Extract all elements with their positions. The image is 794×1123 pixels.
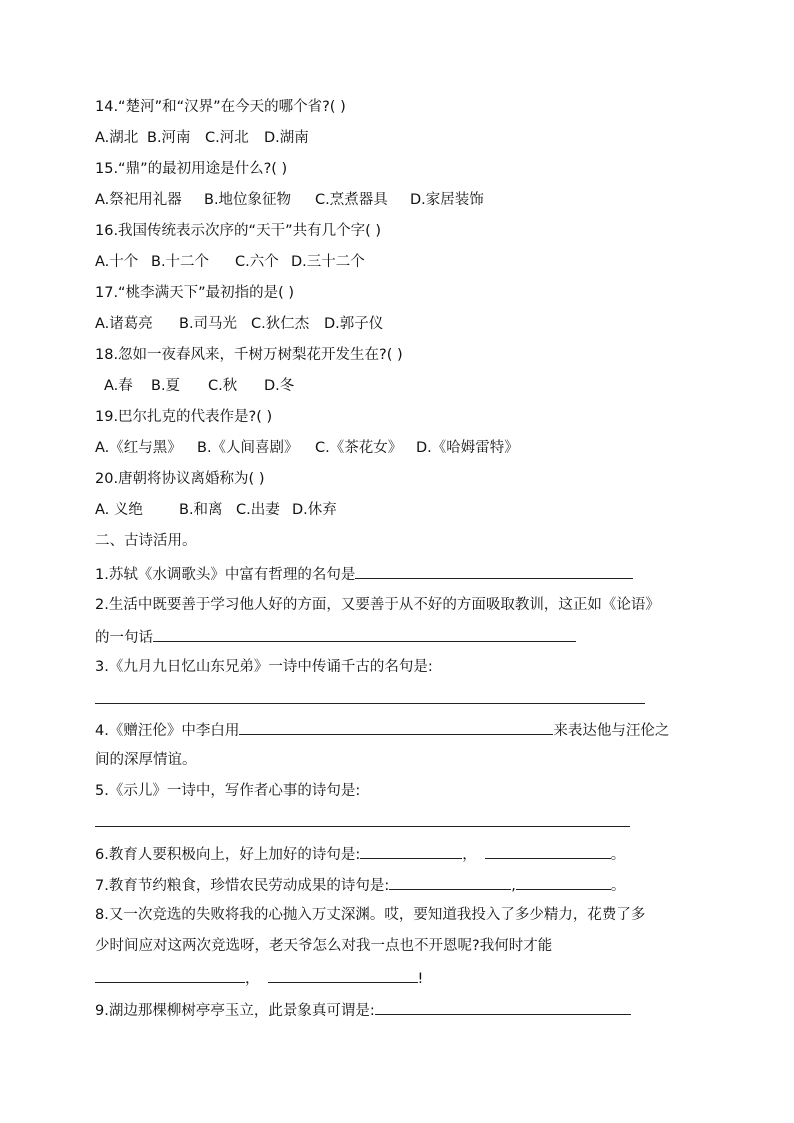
poem-item-8-cont: 少时间应对这两次竞选呀，老天爷怎么对我一点也不开恩呢?我何时才能 <box>95 938 553 954</box>
separator: ， <box>245 971 260 987</box>
answer-line[interactable] <box>95 703 645 704</box>
item-text: 6.教育人要积极向上，好上加好的诗句是: <box>95 847 361 863</box>
question-16: 16.我国传统表示次序的“天干”共有几个字( ) <box>95 223 382 239</box>
answer-blank[interactable] <box>95 967 245 983</box>
option: C.烹煮器具 <box>315 192 388 208</box>
answer-blank[interactable] <box>485 843 611 859</box>
poem-item-1 <box>95 563 633 583</box>
option: D.郭子仪 <box>324 316 384 332</box>
option: D.冬 <box>264 378 295 394</box>
option: C.秋 <box>208 378 238 394</box>
item-text: 1.苏轼《水调歌头》中富有哲理的名句是 <box>95 567 356 583</box>
option: D.三十二个 <box>291 254 365 270</box>
poem-item-4-cont: 间的深厚情谊。 <box>95 752 197 768</box>
option: A. 义绝 <box>95 502 143 518</box>
option: A.十个 <box>95 254 139 270</box>
answer-blank[interactable] <box>268 967 418 983</box>
option: C.出妻 <box>236 502 280 518</box>
answer-blank[interactable] <box>389 874 511 890</box>
option: C.狄仁杰 <box>251 316 310 332</box>
option: B.夏 <box>151 378 181 394</box>
question-18: 18.忽如一夜春风来，千树万树梨花开发生在?( ) <box>95 347 403 363</box>
option: D.休弃 <box>292 502 337 518</box>
options-17 <box>95 314 383 334</box>
question-17: 17.“桃李满天下”最初指的是( ) <box>95 285 295 301</box>
option: A.春 <box>104 378 133 394</box>
options-18 <box>104 376 294 396</box>
option: D.《哈姆雷特》 <box>416 440 519 456</box>
section-heading: 二、古诗活用。 <box>95 533 197 549</box>
answer-blank[interactable] <box>375 999 631 1015</box>
option: B.十二个 <box>151 254 210 270</box>
option: B.和离 <box>179 502 223 518</box>
question-19: 19.巴尔扎克的代表作是?( ) <box>95 409 273 425</box>
answer-blank[interactable] <box>239 719 553 735</box>
poem-item-4 <box>95 719 669 739</box>
terminator: 。 <box>610 878 626 894</box>
options-20 <box>95 500 337 520</box>
poem-item-8: 8.又一次竞选的失败将我的心抛入万丈深渊。哎，要知道我投入了多少精力，花费了多 <box>95 907 646 923</box>
option: D.湖南 <box>264 130 309 146</box>
question-15: 15.“鼎”的最初用途是什么?( ) <box>95 161 288 177</box>
poem-item-2: 2.生活中既要善于学习他人好的方面，又要善于从不好的方面吸取教训，这正如《论语》 <box>95 597 660 613</box>
answer-blank[interactable] <box>153 626 576 642</box>
item-text: 4.《赠汪伦》中李白用 <box>95 723 240 739</box>
option: A.《红与黑》 <box>95 440 182 456</box>
answer-blank[interactable] <box>360 843 462 859</box>
poem-item-2-cont <box>95 626 576 646</box>
item-text: 来表达他与汪伦之 <box>553 723 670 739</box>
question-20: 20.唐朝将协议离婚称为( ) <box>95 471 265 487</box>
option: A.诸葛亮 <box>95 316 153 332</box>
answer-blank[interactable] <box>355 563 633 579</box>
option: B.《人间喜剧》 <box>197 440 299 456</box>
separator: ， <box>462 847 477 863</box>
poem-item-9 <box>95 999 631 1019</box>
options-15 <box>95 190 484 210</box>
options-19 <box>95 438 519 458</box>
poem-item-5: 5.《示儿》一诗中，写作者心事的诗句是: <box>95 783 361 799</box>
item-text: 的一句话 <box>95 630 153 646</box>
option: B.地位象征物 <box>204 192 292 208</box>
option: C.六个 <box>235 254 279 270</box>
option: C.《茶花女》 <box>315 440 403 456</box>
terminator: 。 <box>610 847 626 863</box>
options-16 <box>95 252 365 272</box>
options-14 <box>95 128 309 148</box>
answer-line[interactable] <box>95 826 630 827</box>
option: A.湖北 <box>95 130 139 146</box>
option: C.河北 <box>205 130 249 146</box>
poem-item-3: 3.《九月九日忆山东兄弟》一诗中传诵千古的名句是: <box>95 659 433 675</box>
poem-item-8-blanks <box>95 967 423 987</box>
item-text: 9.湖边那棵柳树亭亭玉立，此景象真可谓是: <box>95 1003 375 1019</box>
separator: , <box>511 878 516 894</box>
option: B.河南 <box>147 130 191 146</box>
terminator: ! <box>417 971 424 987</box>
option: D.家居装饰 <box>410 192 484 208</box>
poem-item-6 <box>95 843 625 863</box>
answer-blank[interactable] <box>516 874 611 890</box>
option: B.司马光 <box>179 316 238 332</box>
option: A.祭祀用礼器 <box>95 192 182 208</box>
question-14: 14.“楚河”和“汉界”在今天的哪个省?( ) <box>95 99 346 115</box>
item-text: 7.教育节约粮食，珍惜农民劳动成果的诗句是: <box>95 878 390 894</box>
poem-item-7 <box>95 874 625 894</box>
